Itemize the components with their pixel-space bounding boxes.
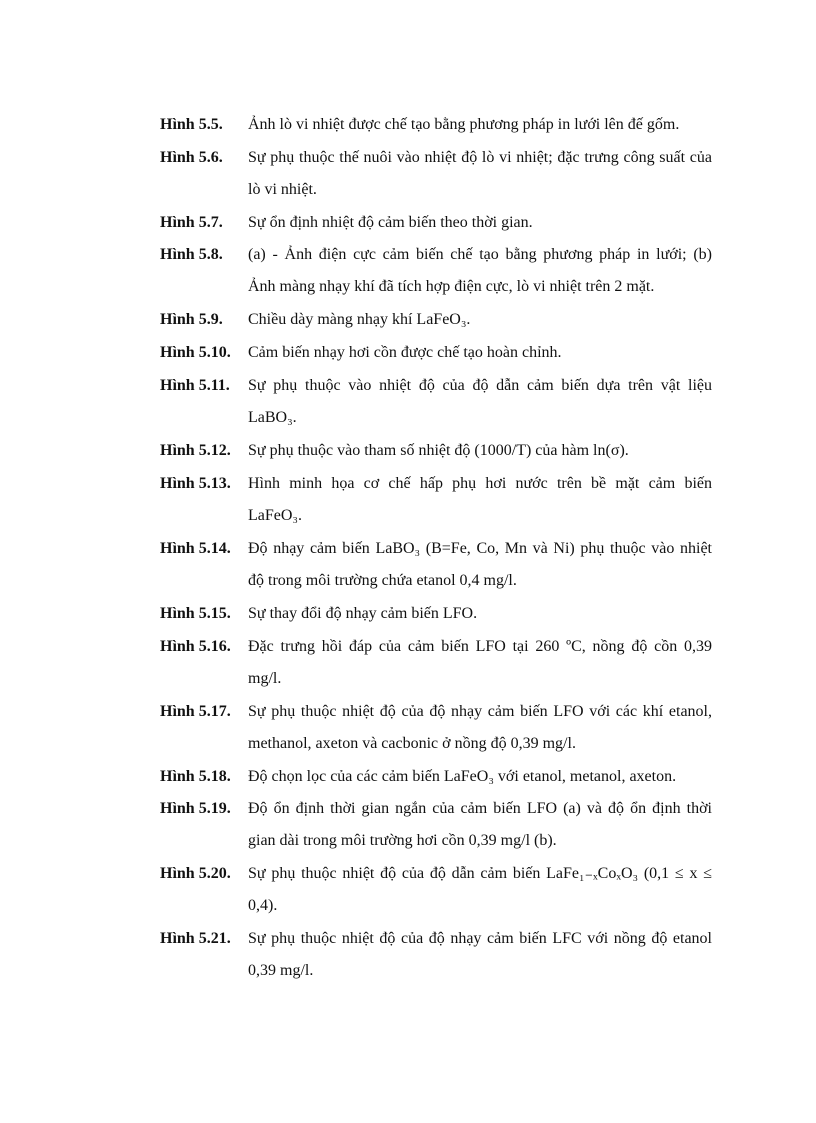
figure-caption — [248, 304, 712, 336]
caption-line: Sự phụ thuộc vào tham số nhiệt độ (1000/T) của hàm ln(σ). — [248, 442, 629, 459]
caption-line: mg/l. — [248, 670, 282, 687]
caption-line: lò vi nhiệt. — [248, 181, 317, 198]
caption-line: (a) - Ảnh điện cực cảm biến chế tạo bằng phương pháp in lưới; (b) — [248, 246, 712, 263]
caption-line: Sự phụ thuộc nhiệt độ của độ nhạy cảm biến LFO với các khí etanol, — [248, 703, 712, 720]
caption-line: Sự phụ thuộc nhiệt độ của độ nhạy cảm biến LFC với nồng độ etanol — [248, 930, 712, 947]
figure-caption — [248, 923, 712, 987]
caption-line: độ trong môi trường chứa etanol 0,4 mg/l. — [248, 572, 517, 589]
figure-label: Hình 5.13. — [160, 475, 231, 492]
figure-label: Hình 5.10. — [160, 344, 231, 361]
caption-line: Cảm biến nhạy hơi cồn được chế tạo hoàn chỉnh. — [248, 344, 562, 361]
caption-line: 0,4). — [248, 897, 278, 914]
caption-line: 0,39 mg/l. — [248, 962, 314, 979]
caption-line: Sự phụ thuộc vào nhiệt độ của độ dẫn cảm biến dựa trên vật liệu — [248, 377, 712, 394]
caption-line: LaFeO₃. — [248, 507, 303, 524]
caption-line: Độ chọn lọc của các cảm biến LaFeO₃ với etanol, metanol, axeton. — [248, 768, 677, 785]
caption-line: gian dài trong môi trường hơi cồn 0,39 mg/l (b). — [248, 832, 557, 849]
figure-label: Hình 5.14. — [160, 540, 231, 557]
figure-label: Hình 5.8. — [160, 246, 223, 263]
figure-label: Hình 5.17. — [160, 703, 231, 720]
figure-caption — [248, 761, 712, 793]
caption-line: Độ nhạy cảm biến LaBO₃ (B=Fe, Co, Mn và Ni) phụ thuộc vào nhiệt — [248, 540, 712, 557]
figure-label: Hình 5.15. — [160, 605, 231, 622]
caption-line: Sự phụ thuộc thế nuôi vào nhiệt độ lò vi nhiệt; đặc trưng công suất của — [248, 149, 712, 166]
caption-line: Sự ổn định nhiệt độ cảm biến theo thời gian. — [248, 214, 533, 231]
caption-line: Đặc trưng hồi đáp của cảm biến LFO tại 260 ºC, nồng độ cồn 0,39 — [248, 638, 712, 655]
figure-caption — [248, 468, 712, 532]
figure-caption — [248, 435, 712, 467]
figure-label: Hình 5.21. — [160, 930, 231, 947]
caption-line: Sự phụ thuộc nhiệt độ của độ dẫn cảm biến LaFe₁₋ₓCoₓO₃ (0,1 ≤ x ≤ — [248, 865, 712, 882]
figure-label: Hình 5.16. — [160, 638, 231, 655]
caption-line: Sự thay đổi độ nhạy cảm biến LFO. — [248, 605, 478, 622]
figure-label: Hình 5.18. — [160, 768, 231, 785]
caption-line: Độ ổn định thời gian ngắn của cảm biến LFO (a) và độ ổn định thời — [248, 800, 712, 817]
figure-label: Hình 5.12. — [160, 442, 231, 459]
figure-label: Hình 5.9. — [160, 311, 223, 328]
figure-caption — [248, 239, 712, 303]
caption-line: Ảnh lò vi nhiệt được chế tạo bằng phương pháp in lưới lên đế gốm. — [248, 116, 680, 133]
caption-line: Hình minh họa cơ chế hấp phụ hơi nước trên bề mặt cảm biến — [248, 475, 712, 492]
figure-caption — [248, 696, 712, 760]
figure-caption — [248, 337, 712, 369]
figure-caption — [248, 370, 712, 434]
caption-line: methanol, axeton và cacbonic ở nồng độ 0,39 mg/l. — [248, 735, 576, 752]
figure-label: Hình 5.7. — [160, 214, 223, 231]
figure-caption — [248, 858, 712, 922]
figure-label: Hình 5.6. — [160, 149, 223, 166]
figure-caption — [248, 207, 712, 239]
figure-caption — [248, 793, 712, 857]
caption-line: Chiều dày màng nhạy khí LaFeO₃. — [248, 311, 471, 328]
figure-label: Hình 5.20. — [160, 865, 231, 882]
figure-caption — [248, 533, 712, 597]
figure-label: Hình 5.19. — [160, 800, 231, 817]
caption-line: Ảnh màng nhạy khí đã tích hợp điện cực, lò vi nhiệt trên 2 mặt. — [248, 278, 655, 295]
figure-caption — [248, 598, 712, 630]
figure-caption — [248, 109, 712, 141]
caption-line: LaBO₃. — [248, 409, 297, 426]
figure-label: Hình 5.5. — [160, 116, 223, 133]
figure-label: Hình 5.11. — [160, 377, 230, 394]
figure-caption — [248, 142, 712, 206]
figure-caption — [248, 631, 712, 695]
